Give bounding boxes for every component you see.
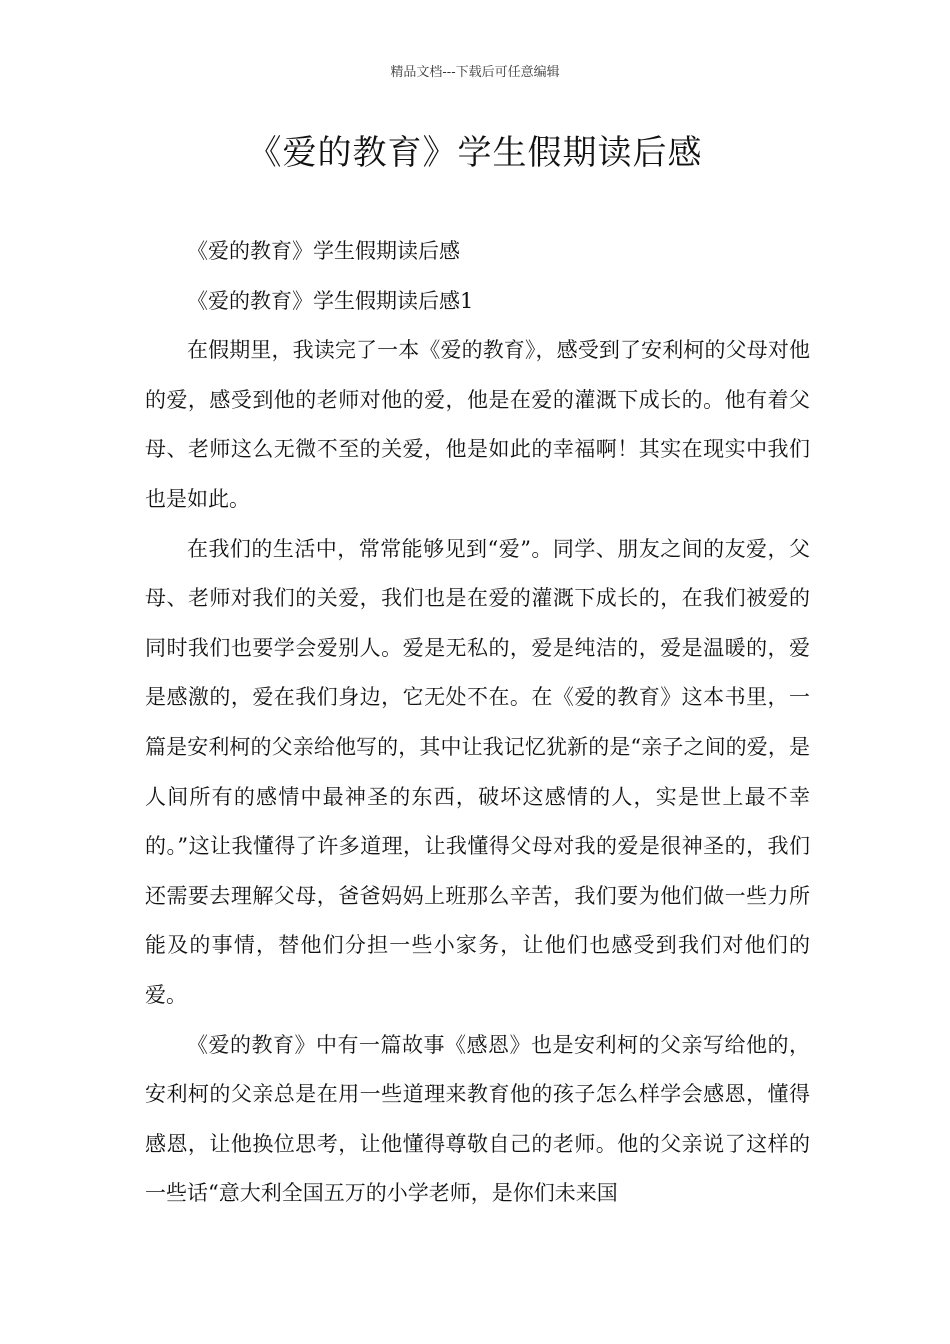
document-body bbox=[145, 227, 810, 1219]
body-paragraph: 《爱的教育》中有一篇故事《感恩》也是安利柯的父亲写给他的，安利柯的父亲总是在用一些道理来教育他的孩子怎么样学会感恩，懂得感恩，让他换位思考，让他懂得尊敬自己的老师。他的父亲说了这样的一些话“意大利全国五万的小学老师，是你们未来国 bbox=[145, 1032, 810, 1206]
header-note: 精品文档---下载后可任意编辑 bbox=[390, 65, 560, 80]
body-paragraph: 《爱的教育》学生假期读后感 bbox=[187, 239, 460, 263]
body-paragraph: 《爱的教育》学生假期读后感1 bbox=[187, 288, 474, 313]
body-paragraph: 在假期里，我读完了一本《爱的教育》，感受到了安利柯的父母对他的爱，感受到他的老师对他的爱，他是在爱的灌溉下成长的。他有着父母、老师这么无微不至的关爱，他是如此的幸福啊！其实在现实中我们也是如此。 bbox=[145, 338, 810, 511]
document-title: 《爱的教育》学生假期读后感 bbox=[247, 133, 703, 173]
body-paragraph: 在我们的生活中，常常能够见到“爱”。同学、朋友之间的友爱，父母、老师对我们的关爱，我们也是在爱的灌溉下成长的，在我们被爱的同时我们也要学会爱别人。爱是无私的，爱是纯洁的，爱是温暖的，爱是感激的，爱在我们身边，它无处不在。在《爱的教育》这本书里，一篇是安利柯的父亲给他写的，其中让我记忆犹新的是“亲子之间的爱，是人间所有的感情中最神圣的东西，破坏这感情的人，实是世上最不幸的。”这让我懂得了许多道理，让我懂得父母对我的爱是很神圣的，我们还需要去理解父母，爸爸妈妈上班那么辛苦，我们要为他们做一些力所能及的事情，替他们分担一些小家务，让他们也感受到我们对他们的爱。 bbox=[145, 536, 810, 1007]
